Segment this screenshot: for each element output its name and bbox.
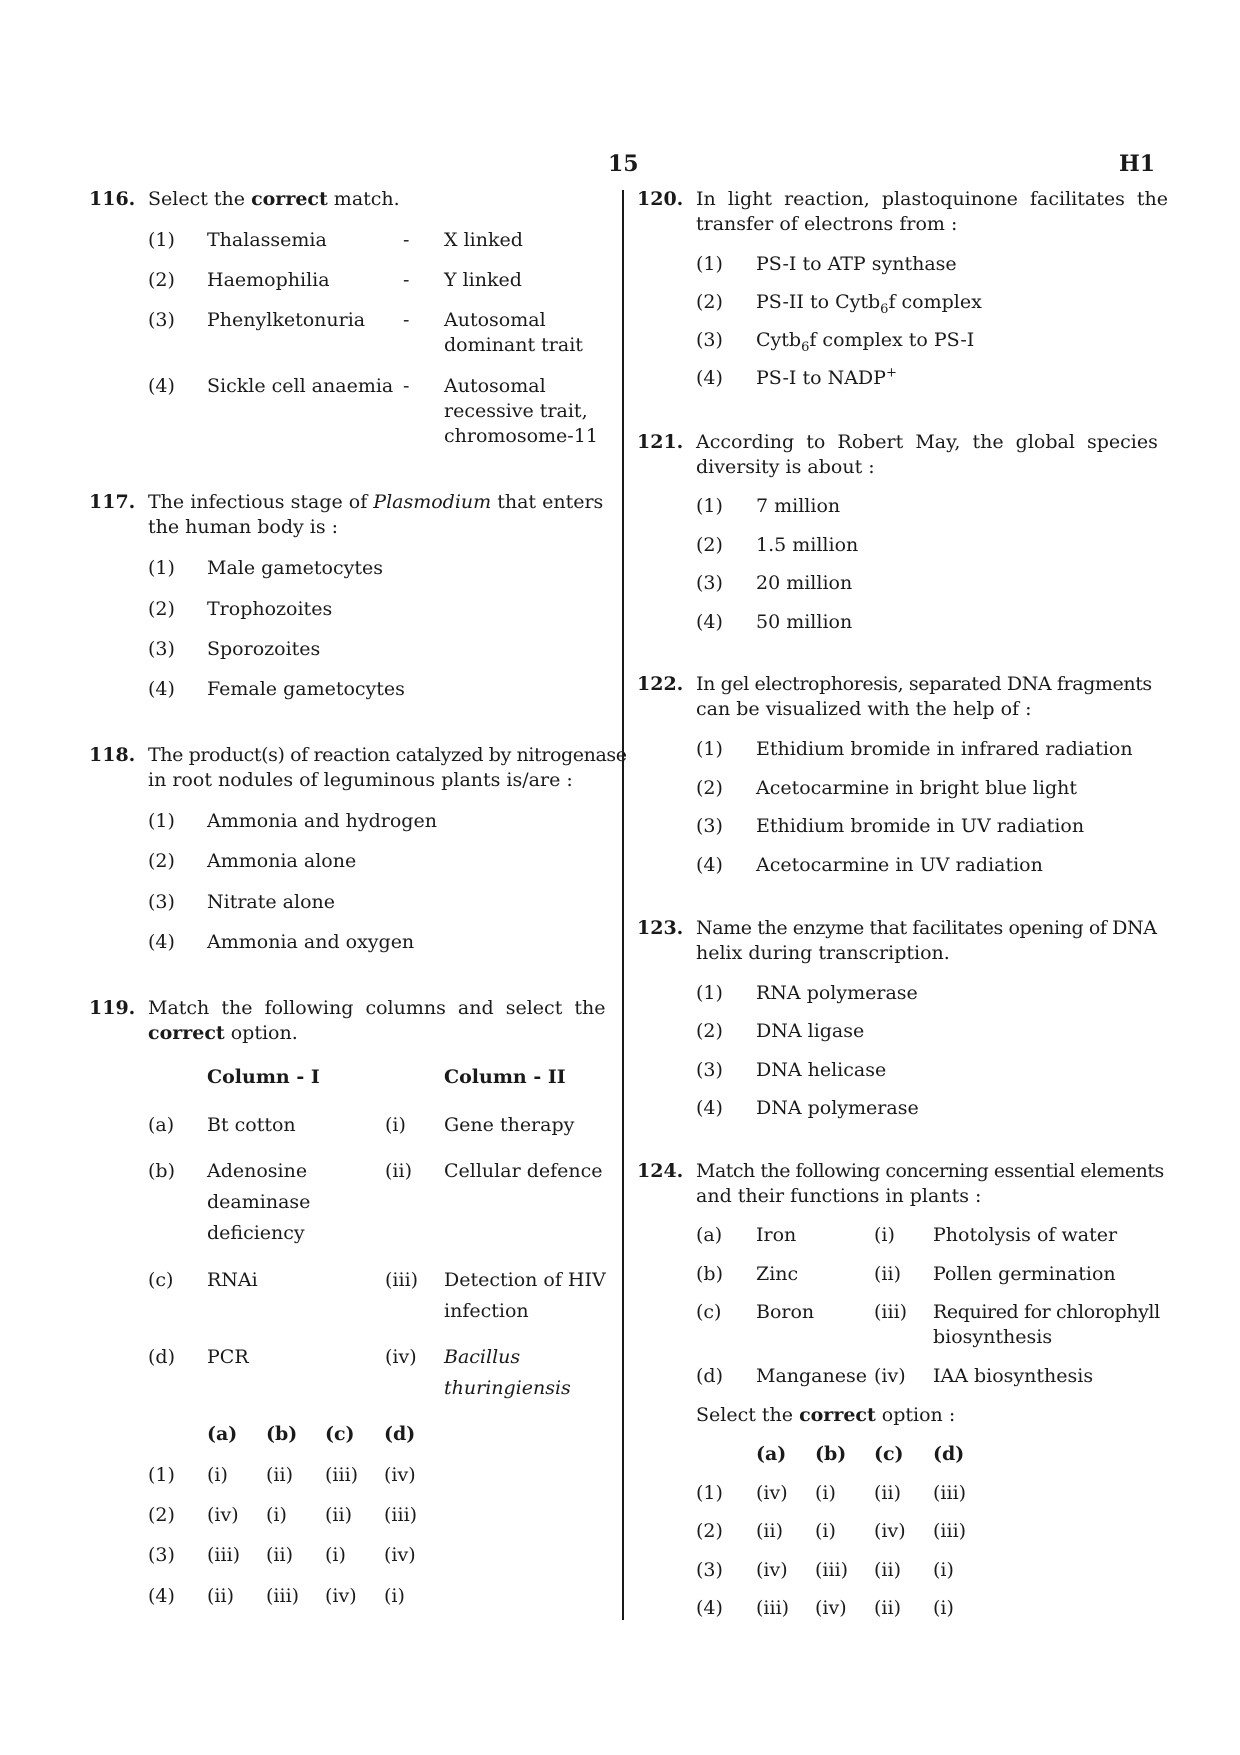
option-number: (1) [148,229,175,251]
answer-head: (d) [933,1443,965,1465]
match-value: chromosome-11 [444,425,598,447]
match-term: Manganese [756,1365,867,1387]
answer-cell: (iv) [874,1520,906,1542]
option-text: PS-I to NADP+ [756,365,897,389]
answer-cell: (i) [266,1504,287,1526]
answer-cell: (iv) [384,1464,416,1486]
option-number: (4) [696,854,723,876]
answer-cell: (ii) [266,1464,293,1486]
answer-cell: (ii) [207,1585,234,1607]
match-label: (ii) [874,1263,901,1285]
option-number: (1) [696,982,723,1004]
answer-head: (b) [266,1423,298,1445]
option-number: (4) [696,367,723,389]
match-term: Boron [756,1301,815,1323]
option-text: Ethidium bromide in UV radiation [756,815,1085,837]
match-value: Gene therapy [444,1114,575,1136]
option-text: RNA polymerase [756,982,918,1004]
match-label: (c) [148,1269,174,1291]
answer-cell: (iii) [933,1482,967,1504]
option-number: (1) [148,1464,175,1486]
option-number: (2) [148,269,175,291]
question-text: According to Robert May, the global species [696,431,1158,453]
answer-cell: (i) [933,1597,954,1619]
question-text: correct option. [148,1022,298,1044]
answer-head: (b) [815,1443,847,1465]
match-term: Iron [756,1224,797,1246]
option-number: (3) [696,329,723,351]
question-number: 122. [637,673,684,695]
question-number: 124. [637,1160,684,1182]
option-text: DNA ligase [756,1020,865,1042]
question-text: and their functions in plants : [696,1185,982,1207]
question-text: Match the following columns and select the [148,997,606,1019]
column-divider [622,190,624,1620]
option-number: (1) [696,253,723,275]
answer-cell: (iii) [325,1464,359,1486]
option-text: PS-I to ATP synthase [756,253,957,275]
answer-cell: (iv) [207,1504,239,1526]
match-value: Autosomal [444,309,546,331]
option-number: (2) [148,850,175,872]
option-text: Male gametocytes [207,557,383,579]
option-text: 1.5 million [756,534,859,556]
answer-cell: (iii) [815,1559,849,1581]
match-dash: - [403,375,410,397]
question-text: The product(s) of reaction catalyzed by nitrogenase [148,744,627,766]
question-text: can be visualized with the help of : [696,698,1032,720]
question-text: Name the enzyme that facilitates opening of DNA [696,917,1157,939]
answer-cell: (iii) [756,1597,790,1619]
answer-head: (c) [325,1423,355,1445]
option-text: Ammonia alone [207,850,357,872]
option-number: (1) [148,557,175,579]
option-text: Ethidium bromide in infrared radiation [756,738,1133,760]
option-number: (1) [696,495,723,517]
column-heading: Column - II [444,1066,566,1088]
option-number: (3) [148,638,175,660]
match-dash: - [403,309,410,331]
option-number: (3) [696,815,723,837]
option-text: DNA helicase [756,1059,887,1081]
match-value: X linked [444,229,523,251]
option-number: (1) [696,1482,723,1504]
match-value: biosynthesis [933,1326,1053,1348]
match-label: (d) [148,1346,175,1368]
paper-code: H1 [1119,151,1156,177]
question-number: 121. [637,431,684,453]
option-text: Female gametocytes [207,678,405,700]
match-dash: - [403,229,410,251]
answer-cell: (ii) [325,1504,352,1526]
match-term: deficiency [207,1222,305,1244]
match-value: Cellular defence [444,1160,603,1182]
answer-cell: (iii) [207,1544,241,1566]
question-number: 118. [89,744,136,766]
option-number: (3) [696,1059,723,1081]
answer-cell: (iv) [384,1544,416,1566]
question-text: Select the correct match. [148,188,400,210]
match-label: (a) [148,1114,175,1136]
option-number: (4) [148,1585,175,1607]
option-text: 20 million [756,572,853,594]
match-label: (i) [385,1114,406,1136]
match-label: (iv) [385,1346,417,1368]
option-number: (3) [148,309,175,331]
option-text: 7 million [756,495,841,517]
option-number: (1) [148,810,175,832]
answer-cell: (ii) [874,1597,901,1619]
question-text: the human body is : [148,516,339,538]
answer-cell: (ii) [756,1520,783,1542]
match-term: Phenylketonuria [207,309,366,331]
match-value: Y linked [444,269,522,291]
match-value: Autosomal [444,375,546,397]
match-value: recessive trait, [444,400,588,422]
question-text: Match the following concerning essential elements [696,1160,1164,1182]
match-value: IAA biosynthesis [933,1365,1094,1387]
answer-cell: (ii) [874,1559,901,1581]
match-term: Sickle cell anaemia [207,375,394,397]
option-number: (2) [696,291,723,313]
answer-cell: (iii) [384,1504,418,1526]
option-text: DNA polymerase [756,1097,919,1119]
match-value: Pollen germination [933,1263,1116,1285]
option-text: Acetocarmine in UV radiation [756,854,1043,876]
column-heading: Column - I [207,1066,320,1088]
match-term: Thalassemia [207,229,327,251]
option-number: (2) [696,1520,723,1542]
question-text: in root nodules of leguminous plants is/are : [148,769,573,791]
answer-cell: (i) [325,1544,346,1566]
question-text: transfer of electrons from : [696,213,958,235]
match-label: (i) [874,1224,895,1246]
answer-cell: (i) [207,1464,228,1486]
match-term: Haemophilia [207,269,330,291]
match-label: (a) [696,1224,723,1246]
option-number: (4) [696,1097,723,1119]
option-text: Nitrate alone [207,891,335,913]
answer-cell: (iv) [756,1559,788,1581]
match-label: (d) [696,1365,723,1387]
option-number: (4) [148,931,175,953]
match-label: (b) [696,1263,723,1285]
option-number: (2) [148,1504,175,1526]
question-text: The infectious stage of Plasmodium that enters [148,491,604,513]
option-text: Trophozoites [207,598,333,620]
match-term: PCR [207,1346,249,1368]
option-text: Sporozoites [207,638,321,660]
select-instruction: Select the correct option : [696,1404,956,1426]
match-label: (b) [148,1160,175,1182]
answer-cell: (i) [384,1585,405,1607]
option-number: (2) [696,777,723,799]
match-value: dominant trait [444,334,583,356]
answer-cell: (iv) [815,1597,847,1619]
question-number: 117. [89,491,136,513]
match-label: (iii) [385,1269,419,1291]
option-text: Ammonia and oxygen [207,931,415,953]
option-text: Acetocarmine in bright blue light [756,777,1078,799]
question-text: In light reaction, plastoquinone facilitates the [696,188,1169,210]
question-text: diversity is about : [696,456,875,478]
option-text: 50 million [756,611,853,633]
answer-head: (d) [384,1423,416,1445]
option-number: (3) [696,572,723,594]
option-number: (2) [696,534,723,556]
option-number: (3) [696,1559,723,1581]
answer-cell: (i) [933,1559,954,1581]
question-number: 119. [89,997,136,1019]
option-text: Ammonia and hydrogen [207,810,437,832]
question-number: 123. [637,917,684,939]
match-value: Detection of HIV [444,1269,606,1291]
match-term: Zinc [756,1263,799,1285]
match-dash: - [403,269,410,291]
answer-cell: (ii) [266,1544,293,1566]
answer-cell: (iii) [933,1520,967,1542]
answer-cell: (i) [815,1520,836,1542]
question-number: 116. [89,188,136,210]
option-number: (2) [696,1020,723,1042]
answer-cell: (i) [815,1482,836,1504]
match-value: Bacillus [444,1346,521,1368]
answer-head: (a) [756,1443,787,1465]
match-term: Bt cotton [207,1114,296,1136]
match-label: (ii) [385,1160,412,1182]
match-term: deaminase [207,1191,311,1213]
option-number: (4) [148,678,175,700]
answer-cell: (iv) [325,1585,357,1607]
option-number: (2) [148,598,175,620]
question-text: helix during transcription. [696,942,950,964]
match-value: Required for chlorophyll [933,1301,1160,1323]
page-number: 15 [608,151,639,177]
option-text: PS-II to Cytb$_6$f complex [756,291,982,317]
match-term: Adenosine [207,1160,308,1182]
answer-cell: (iv) [756,1482,788,1504]
question-number: 120. [637,188,684,210]
option-number: (4) [696,1597,723,1619]
answer-head: (c) [874,1443,904,1465]
answer-cell: (iii) [266,1585,300,1607]
option-number: (3) [148,891,175,913]
option-text: Cytb$_6$f complex to PS-I [756,329,975,355]
answer-cell: (ii) [874,1482,901,1504]
match-value: infection [444,1300,529,1322]
option-number: (3) [148,1544,175,1566]
option-number: (4) [696,611,723,633]
match-label: (c) [696,1301,722,1323]
match-label: (iv) [874,1365,906,1387]
option-number: (1) [696,738,723,760]
answer-head: (a) [207,1423,238,1445]
match-value: Photolysis of water [933,1224,1118,1246]
match-term: RNAi [207,1269,258,1291]
option-number: (4) [148,375,175,397]
match-value: thuringiensis [444,1377,571,1399]
question-text: In gel electrophoresis, separated DNA fragments [696,673,1152,695]
match-label: (iii) [874,1301,908,1323]
